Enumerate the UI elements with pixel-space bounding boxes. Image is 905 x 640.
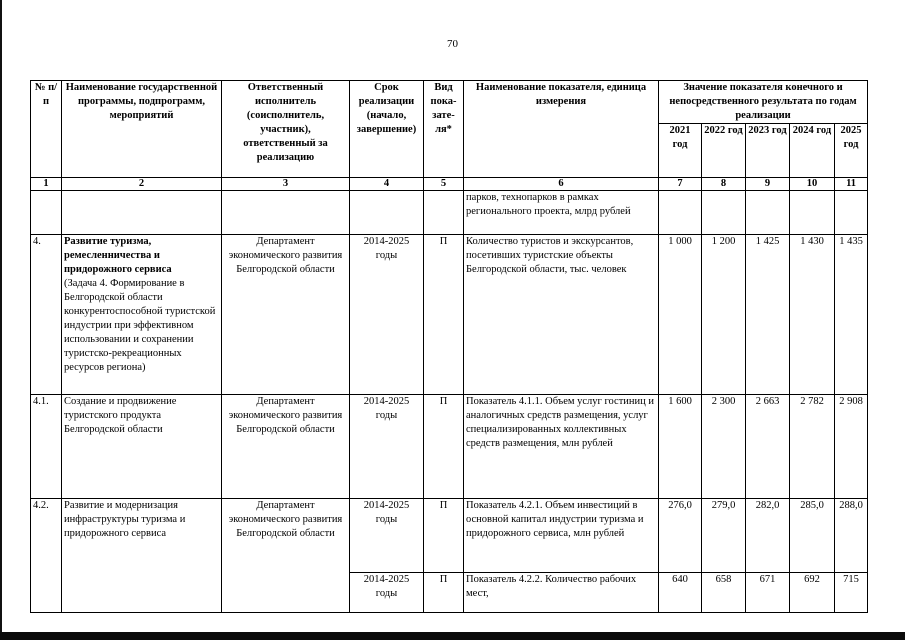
column-number: 8 [702,178,746,191]
row-name-title: Развитие туризма, ремесленничества и придорожного сервиса [64,236,172,275]
row-type: П [424,395,464,499]
scan-edge [0,0,2,640]
header-term: Срок реализации (начало, завершение) [350,81,424,178]
header-num: № п/п [31,81,62,178]
row-value: 715 [835,573,868,613]
row-executor: Департамент экономического развития Белгородской области [222,235,350,395]
row-value [659,191,702,235]
header-year: 2021 год [659,124,702,178]
row-value: 692 [790,573,835,613]
page-number: 70 [447,38,458,50]
column-numbers-row [31,178,868,191]
row-num: 4. [31,235,62,395]
row-name [62,235,222,395]
row-type [424,191,464,235]
row-value: 2 782 [790,395,835,499]
row-name [62,191,222,235]
row-type: П [424,235,464,395]
header-year: 2023 год [746,124,790,178]
row-value: 282,0 [746,499,790,573]
column-number: 3 [222,178,350,191]
row-executor: Департамент экономического развития Белгородской области [222,499,350,613]
row-term: 2014-2025 годы [350,235,424,395]
column-number: 7 [659,178,702,191]
row-term: 2014-2025 годы [350,395,424,499]
row-value [790,191,835,235]
table-row [31,499,868,573]
table-row [31,191,868,235]
row-value: 1 200 [702,235,746,395]
row-num [31,191,62,235]
row-term: 2014-2025 годы [350,573,424,613]
row-term: 2014-2025 годы [350,499,424,573]
header-executor: Ответственный исполнитель (соисполнитель, участник), ответственный за реализацию [222,81,350,178]
row-indicator: Показатель 4.1.1. Объем услуг гостиниц и аналогичных средств размещения, услуг специализированных коллективных средств размещения, млн рублей [464,395,659,499]
row-num: 4.2. [31,499,62,613]
row-indicator: Показатель 4.2.2. Количество рабочих мест, [464,573,659,613]
row-value: 288,0 [835,499,868,573]
column-number: 10 [790,178,835,191]
row-value: 285,0 [790,499,835,573]
row-indicator: Количество туристов и экскурсантов, посетивших туристские объекты Белгородской области, тыс. человек [464,235,659,395]
row-value: 671 [746,573,790,613]
header-row [31,81,868,124]
row-value: 2 663 [746,395,790,499]
column-number: 6 [464,178,659,191]
header-indicator-type: Вид пока-зате-ля* [424,81,464,178]
row-indicator: Показатель 4.2.1. Объем инвестиций в основной капитал индустрии туризма и придорожного сервиса, млн рублей [464,499,659,573]
row-name: Создание и продвижение туристского продукта Белгородской области [62,395,222,499]
column-number: 4 [350,178,424,191]
header-year: 2025 год [835,124,868,178]
row-value: 2 908 [835,395,868,499]
row-value: 1 000 [659,235,702,395]
row-type: П [424,573,464,613]
column-number: 9 [746,178,790,191]
row-value: 2 300 [702,395,746,499]
header-values: Значение показателя конечного и непосредственного результата по годам реализации [659,81,868,124]
row-value [746,191,790,235]
row-executor: Департамент экономического развития Белгородской области [222,395,350,499]
row-value: 658 [702,573,746,613]
row-value: 1 600 [659,395,702,499]
row-executor [222,191,350,235]
row-value: 640 [659,573,702,613]
row-num: 4.1. [31,395,62,499]
row-name: Развитие и модернизация инфраструктуры туризма и придорожного сервиса [62,499,222,613]
row-value: 279,0 [702,499,746,573]
column-number: 1 [31,178,62,191]
header-program-name: Наименование государственной программы, подпрограмм, мероприятий [62,81,222,178]
header-indicator-name: Наименование показателя, единица измерения [464,81,659,178]
row-name-description: (Задача 4. Формирование в Белгородской области конкурентоспособной туристской индустрии при эффективном использовании и сохранении туристско-рекреационных ресурсов региона) [64,278,216,373]
row-type: П [424,499,464,573]
header-year: 2022 год [702,124,746,178]
column-number: 5 [424,178,464,191]
table-row [31,235,868,395]
row-value [702,191,746,235]
row-value: 1 430 [790,235,835,395]
row-term [350,191,424,235]
table-row [31,395,868,499]
column-number: 2 [62,178,222,191]
row-value: 276,0 [659,499,702,573]
column-number: 11 [835,178,868,191]
row-value [835,191,868,235]
row-value: 1 425 [746,235,790,395]
indicators-table [30,80,868,613]
row-value: 1 435 [835,235,868,395]
scan-edge [0,632,905,640]
row-indicator: парков, технопарков в рамках регионального проекта, млрд рублей [464,191,659,235]
header-year: 2024 год [790,124,835,178]
